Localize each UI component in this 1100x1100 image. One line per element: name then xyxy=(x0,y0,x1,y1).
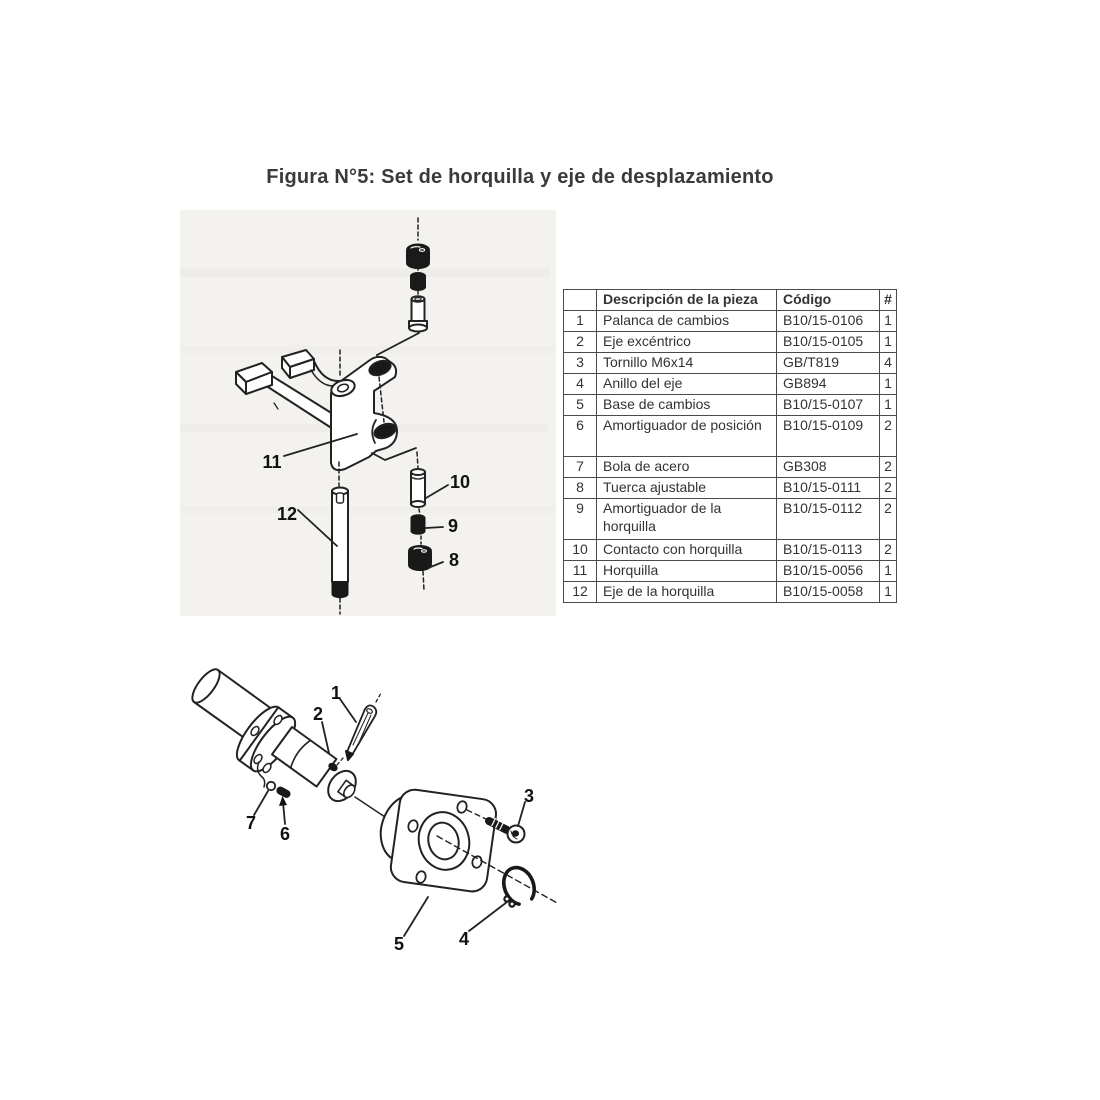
cell-qty: 2 xyxy=(880,478,897,499)
callout-3: 3 xyxy=(523,786,535,806)
cell-description: Base de cambios xyxy=(597,395,777,416)
table-row xyxy=(564,540,897,561)
cell-num: 10 xyxy=(564,540,597,561)
cell-code: B10/15-0106 xyxy=(777,311,880,332)
cell-num: 3 xyxy=(564,353,597,374)
shift-base xyxy=(371,785,498,893)
cell-qty: 2 xyxy=(880,457,897,478)
steel-ball xyxy=(267,782,275,790)
cell-num: 1 xyxy=(564,311,597,332)
cell-qty: 1 xyxy=(880,374,897,395)
cell-num: 7 xyxy=(564,457,597,478)
header-code: Código xyxy=(777,290,880,311)
fork-contact-pin-top xyxy=(409,296,427,331)
cell-num: 4 xyxy=(564,374,597,395)
cell-num: 6 xyxy=(564,416,597,457)
cell-description: Eje de la horquilla xyxy=(597,582,777,603)
shift-shaft-exploded-view xyxy=(185,650,605,980)
callout-12: 12 xyxy=(276,504,298,524)
cell-description: Contacto con horquilla xyxy=(597,540,777,561)
cell-description: Palanca de cambios xyxy=(597,311,777,332)
cell-code: B10/15-0113 xyxy=(777,540,880,561)
cell-num: 9 xyxy=(564,499,597,540)
header-description: Descripción de la pieza xyxy=(597,290,777,311)
fork-exploded-view xyxy=(180,210,560,620)
parts-table-header-row xyxy=(564,290,897,311)
cell-description: Tuerca ajustable xyxy=(597,478,777,499)
cell-num: 5 xyxy=(564,395,597,416)
table-row xyxy=(564,311,897,332)
table-row xyxy=(564,332,897,353)
callout-6: 6 xyxy=(279,824,291,844)
cell-qty: 4 xyxy=(880,353,897,374)
table-row xyxy=(564,353,897,374)
cell-qty: 1 xyxy=(880,332,897,353)
cell-qty: 1 xyxy=(880,561,897,582)
figure-title: Figura N°5: Set de horquilla y eje de desplazamiento xyxy=(266,166,774,188)
cell-description: Bola de acero xyxy=(597,457,777,478)
table-row xyxy=(564,499,897,540)
fork-damper-top xyxy=(411,273,425,290)
eccentric-shaft xyxy=(188,665,412,835)
table-row xyxy=(564,561,897,582)
callout-7: 7 xyxy=(245,813,257,833)
cell-code: GB308 xyxy=(777,457,880,478)
cell-num: 2 xyxy=(564,332,597,353)
callout-1: 1 xyxy=(330,683,342,703)
cell-num: 12 xyxy=(564,582,597,603)
callout-8: 8 xyxy=(448,550,460,570)
cell-code: B10/15-0107 xyxy=(777,395,880,416)
callout-11: 11 xyxy=(262,452,282,472)
fork-contact-pin xyxy=(411,469,425,507)
cell-qty: 1 xyxy=(880,311,897,332)
header-num xyxy=(564,290,597,311)
cell-description: Amortiguador de la horquilla xyxy=(597,499,777,540)
cell-qty: 2 xyxy=(880,499,897,540)
cell-description: Tornillo M6x14 xyxy=(597,353,777,374)
cell-description: Anillo del eje xyxy=(597,374,777,395)
adjustable-nut-top xyxy=(407,245,429,269)
table-row xyxy=(564,374,897,395)
cell-description: Amortiguador de posición xyxy=(597,416,777,457)
callout-4: 4 xyxy=(458,929,470,949)
snap-ring xyxy=(498,863,539,909)
cell-code: B10/15-0112 xyxy=(777,499,880,540)
cell-code: GB/T819 xyxy=(777,353,880,374)
table-row xyxy=(564,416,897,457)
callout-10: 10 xyxy=(449,472,471,492)
table-row xyxy=(564,478,897,499)
callout-5: 5 xyxy=(393,934,405,954)
callout-2: 2 xyxy=(312,704,324,724)
parts-table xyxy=(563,289,897,603)
table-row xyxy=(564,457,897,478)
cell-code: B10/15-0056 xyxy=(777,561,880,582)
cell-qty: 1 xyxy=(880,395,897,416)
callout-9: 9 xyxy=(447,516,459,536)
cell-code: B10/15-0058 xyxy=(777,582,880,603)
table-row xyxy=(564,395,897,416)
cell-qty: 1 xyxy=(880,582,897,603)
cell-description: Horquilla xyxy=(597,561,777,582)
cell-code: B10/15-0105 xyxy=(777,332,880,353)
header-qty: # xyxy=(880,290,897,311)
fork-damper xyxy=(412,515,425,534)
cell-code: GB894 xyxy=(777,374,880,395)
table-row xyxy=(564,582,897,603)
cell-qty: 2 xyxy=(880,416,897,457)
cell-num: 11 xyxy=(564,561,597,582)
position-damper xyxy=(276,787,290,798)
cell-num: 8 xyxy=(564,478,597,499)
cell-description: Eje excéntrico xyxy=(597,332,777,353)
cell-qty: 2 xyxy=(880,540,897,561)
cell-code: B10/15-0109 xyxy=(777,416,880,457)
cell-code: B10/15-0111 xyxy=(777,478,880,499)
adjustable-nut xyxy=(409,546,431,570)
